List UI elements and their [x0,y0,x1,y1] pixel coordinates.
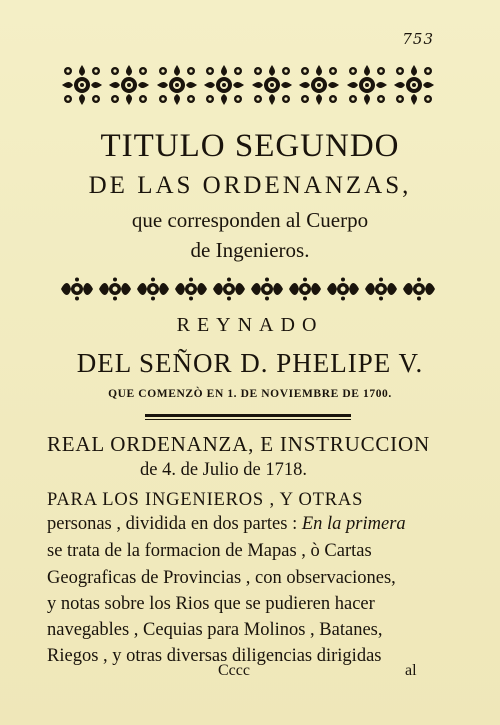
small-fleuron-icon [174,277,208,301]
reign-heading: REYNADO [176,314,324,336]
fleuron-ornament-icon [250,63,294,107]
small-fleuron-icon [212,277,246,301]
heading-title: TITULO SEGUNDO [100,128,400,164]
heading-line-3: que corresponden al Cuerpo [131,208,369,232]
fleuron-ornament-icon [107,63,151,107]
reign-start-date: QUE COMENZÒ EN 1. DE NOVIEMBRE DE 1700. [108,388,392,400]
body-text-line: Riegos , y otras diversas diligencias dirigidas [47,646,382,666]
heading-line-4: de Ingenieros. [190,238,310,262]
top-ornament-band [60,62,436,108]
middle-ornament-band [60,276,436,302]
fleuron-ornament-icon [392,63,436,107]
reign-king: DEL SEÑOR D. PHELIPE V. [76,348,424,378]
catchword: al [405,662,417,679]
double-rule-divider [145,414,351,420]
fleuron-ornament-icon [155,63,199,107]
body-text-line [47,514,432,535]
page-number: 753 [402,30,434,48]
small-fleuron-icon [136,277,170,301]
heading-subtitle: DE LAS ORDENANZAS, [88,172,412,199]
fleuron-ornament-icon [202,63,246,107]
small-fleuron-icon [288,277,322,301]
small-fleuron-icon [326,277,360,301]
italic-phrase: En la primera [301,514,406,534]
signature-mark: Cccc [218,662,250,679]
body-text-line: se trata de la formacion de Mapas , ò Cartas [47,541,372,561]
fleuron-ornament-icon [345,63,389,107]
ordinance-subject: PARA LOS INGENIEROS , Y OTRAS [47,490,364,510]
body-text-span: personas , dividida en dos partes : [47,514,302,534]
small-fleuron-icon [364,277,398,301]
small-fleuron-icon [402,277,436,301]
ordinance-title: REAL ORDENANZA, E INSTRUCCION [47,432,430,456]
small-fleuron-icon [250,277,284,301]
small-fleuron-icon [98,277,132,301]
fleuron-ornament-icon [297,63,341,107]
body-text-line: Geograficas de Provincias , con observaciones, [47,568,396,588]
fleuron-ornament-icon [60,63,104,107]
body-text-line: navegables , Cequias para Molinos , Batanes, [47,620,383,640]
ordinance-date: de 4. de Julio de 1718. [140,460,307,480]
body-text-line: y notas sobre los Rios que se pudieren hacer [47,594,375,614]
small-fleuron-icon [60,277,94,301]
